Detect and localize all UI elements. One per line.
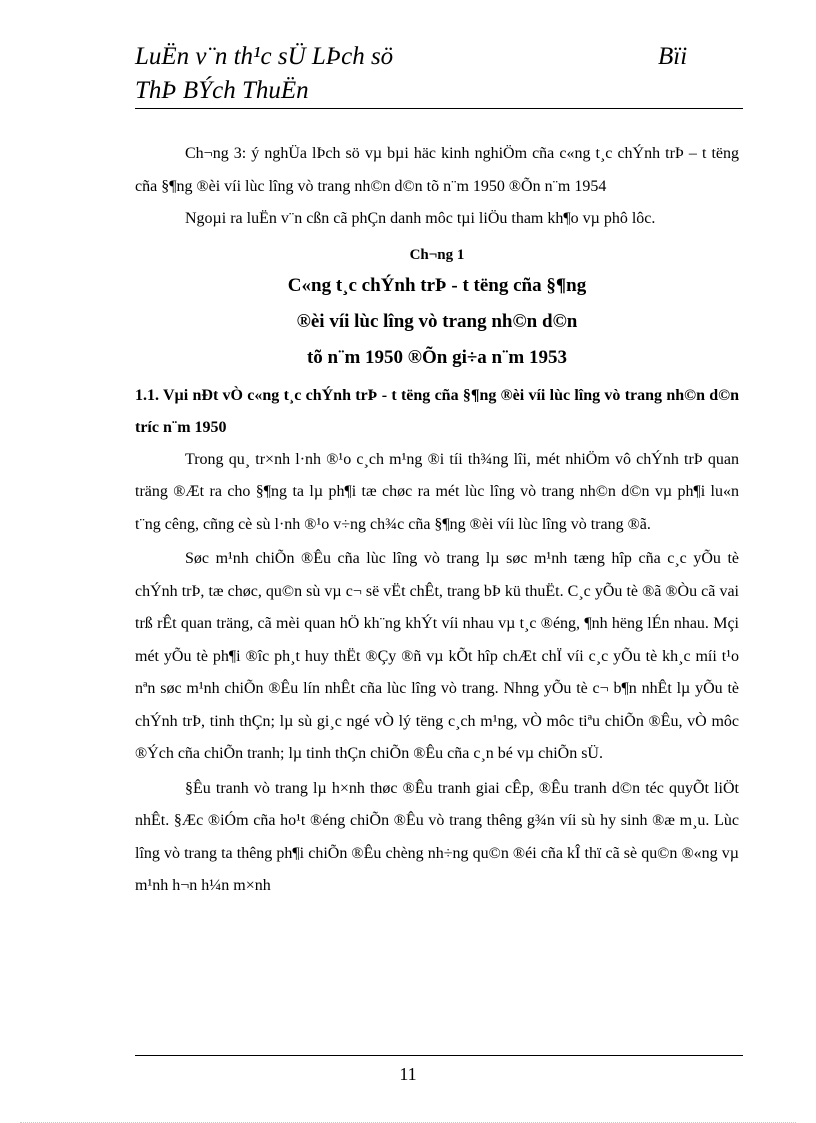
body-paragraph: Trong qu¸ tr×nh l·nh ®¹o c¸ch m¹ng ®i tíi th¾ng lîi, mét nhiÖm vô chÝnh trÞ quan träng ®Æt ra cho §¶ng ta lµ ph¶i tæ chøc ra mét lùc lîng vò trang nh©n d©n vµ ph¶i lu«n t¨ng cêng, cñng cè sù l·nh ®¹o v÷ng ch¾c cña §¶ng ®èi víi lùc lîng vò trang ®ã. (135, 450, 739, 533)
page-number: 11 (399, 1064, 417, 1084)
section-heading: 1.1. Vµi nÐt vÒ c«ng t¸c chÝnh trÞ - t tëng cña §¶ng ®èi víi lùc lîng vò trang nh©n d©n tríc n¨m 1950 (135, 386, 739, 436)
header-rule (135, 108, 743, 109)
running-header-title (135, 40, 455, 108)
body-paragraph: §Êu tranh vò trang lµ h×nh thøc ®Êu tranh giai cÊp, ®Êu tranh d©n téc quyÕt liÖt nhÊt. §Æc ®iÓm cña ho¹t ®éng chiÕn ®Êu vò trang thêng g¾n víi sù hy sinh ®æ m¸u. Lùc lîng vò trang ta thêng ph¶i chiÕn ®Êu chèng nh÷ng qu©n ®éi cña kÎ thï cã sè qu©n ®«ng vµ m¹nh h¬n h¼n m×nh (135, 779, 739, 894)
page-body (135, 138, 739, 903)
chapter-title-line: C«ng t¸c chÝnh trÞ - t tëng cña §¶ng (287, 274, 587, 296)
footer-rule (135, 1055, 743, 1056)
header-title-line-2: ThÞ BÝch ThuËn (135, 77, 309, 104)
body-paragraph: Søc m¹nh chiÕn ®Êu cña lùc lîng vò trang lµ søc m¹nh tæng hîp cña c¸c yÕu tè chÝnh trÞ, tæ chøc, qu©n sù vµ c¬ së vËt chÊt, trang bÞ kü thuËt. C¸c yÕu tè ®ã ®Òu cã vai trß rÊt quan träng, cã mèi quan hÖ kh¨ng khÝt víi nhau vµ t¸c ®éng, ¶nh hëng lÉn nhau. Mçi mét yÕu tè ph¶i ®îc ph¸t huy thËt ®Çy ®ñ vµ kÕt hîp chÆt chÏ víi c¸c yÕu tè kh¸c míi t¹o nªn søc m¹nh chiÕn ®Êu lín nhÊt cña lùc lîng vò trang. Nhng yÕu tè c¬ b¶n nhÊt lµ yÕu tè chÝnh trÞ, tinh thÇn; lµ sù gi¸c ngé vÒ lý tëng c¸ch m¹ng, vÒ môc tiªu chiÕn ®Êu, vÒ môc ®Ých cña chiÕn tranh; lµ tinh thÇn chiÕn ®Êu cña c¸n bé vµ chiÕn sÜ. (135, 550, 739, 762)
header-title-line-1: LuËn v¨n th¹c sÜ LÞch sö (135, 43, 394, 70)
running-header-author: Bïi (658, 43, 688, 70)
chapter-label: Ch¬ng 1 (409, 246, 465, 263)
chapter-title-line: ®èi víi lùc lîng vò trang nh©n d©n (296, 310, 578, 332)
intro-paragraph: Ch¬ng 3: ý nghÜa lÞch sö vµ bµi häc kinh nghiÖm cña c«ng t¸c chÝnh trÞ – t tëng cña §¶ng ®èi víi lùc lîng vò trang nh©n d©n tõ n¨m 1950 ®Õn n¨m 1954 (135, 145, 739, 195)
chapter-title-line: tõ n¨m 1950 ®Õn gi÷a n¨m 1953 (306, 346, 568, 368)
intro-paragraph: Ngoµi ra luËn v¨n cßn cã phÇn danh môc tµi liÖu tham kh¶o vµ phô lôc. (185, 210, 656, 227)
